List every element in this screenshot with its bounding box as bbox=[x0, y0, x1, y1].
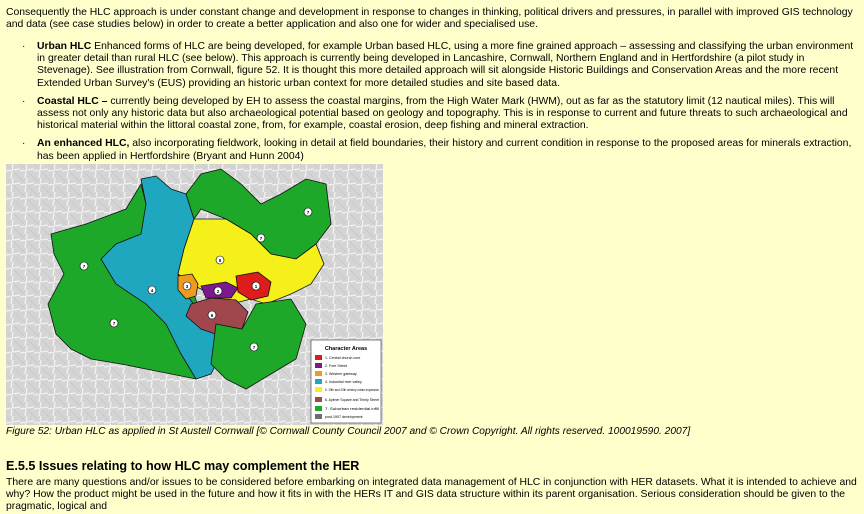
legend-label: 6. Aylmer Square and Trinity Street bbox=[325, 398, 379, 402]
bullet-text: currently being developed by EH to assess the coastal margins, from the High Water Mark (HWM), out as far as the statutory limit (12 nautical miles). This will assess not only any historic data but also archaeological potential based on geology and topography. This is in response to current and future threats to such archaeological and historical material within the littoral coastal zone, from, for example, coastal erosion, deep fishing and mineral extraction. bbox=[37, 95, 848, 132]
area-number-label: 7 bbox=[82, 264, 86, 269]
legend-label: 1. Central church core bbox=[325, 356, 361, 360]
intro-paragraph: Consequently the HLC approach is under constant change and development in response to changes in thinking, political drivers and pressures, in parallel with improved GIS technology and data (see case studies below) in order to create a better application and also one for wider and specialised use. bbox=[6, 7, 853, 31]
legend-swatch bbox=[315, 379, 322, 384]
bullet-lead: An enhanced HLC, bbox=[37, 138, 130, 150]
legend-swatch bbox=[315, 387, 322, 392]
area-number-label: 2 bbox=[216, 289, 220, 294]
bullet-text: Enhanced forms of HLC are being developed, for example Urban based HLC, using a more fine grained approach – assessing and classifying the urban environment in greater detail than rural HLC (see below). This approach is currently being developed in Lancashire, Cornwall, Northern England and in Hertfordshire (a pilot study in Stevenage). See illustration from Cornwall, figure 52. It is thought this more detailed approach will sit alongside Historic Buildings and Conservation Areas and the more recent Extended Urban Survey's (EUS) providing an historic urban context for more detailed studies and site based data. bbox=[37, 41, 854, 89]
area-number-label: 7 bbox=[306, 210, 310, 215]
figure-caption: Figure 52: Urban HLC as applied in St Austell Cornwall [© Cornwall County Council 2007 and © Crown Copyright. All rights reserved. 100019590. 2007] bbox=[6, 426, 691, 437]
area-number-label: 7 bbox=[112, 321, 116, 326]
legend-label: 2. Fore Street bbox=[325, 364, 347, 368]
area-number-label: 4 bbox=[150, 288, 154, 293]
figure-52-map bbox=[6, 164, 383, 425]
bullet-coastal-hlc bbox=[0, 96, 860, 133]
section-heading: E.5.5 Issues relating to how HLC may complement the HER bbox=[6, 459, 360, 473]
legend-label: 4. Industrial river valley bbox=[325, 380, 362, 384]
area-number-label: 5 bbox=[218, 258, 222, 263]
bullet-text: also incorporating fieldwork, looking in detail at field boundaries, their history and current condition in response to the proposed areas for minerals extraction, has been applied in Hertfordshire (Bryant and Hunn 2004) bbox=[37, 138, 852, 162]
legend-label: 5. 19th and 20th century urban expansion bbox=[325, 388, 379, 392]
area-number-label: 7 bbox=[259, 236, 263, 241]
legend-title: Character Areas bbox=[324, 346, 368, 352]
legend-label: 7. Suburban residential infill bbox=[325, 407, 380, 411]
bullet-marker: · bbox=[22, 138, 26, 150]
urban-hlc-map bbox=[6, 164, 383, 425]
bullet-marker: · bbox=[22, 41, 26, 52]
legend-swatch bbox=[315, 414, 322, 419]
legend-swatch bbox=[315, 355, 322, 360]
legend-swatch bbox=[315, 406, 322, 411]
area-number-label: 6 bbox=[210, 313, 214, 318]
area-number-label: 3 bbox=[185, 284, 189, 289]
area-number-label: 1 bbox=[254, 284, 258, 289]
bullet-enhanced-hlc bbox=[0, 138, 860, 162]
bullet-urban-hlc bbox=[0, 41, 860, 90]
legend-label: 3. Western gateway bbox=[325, 372, 357, 376]
bullet-lead: Urban HLC bbox=[37, 41, 92, 52]
area-number-label: 7 bbox=[252, 345, 256, 350]
legend-swatch bbox=[315, 397, 322, 402]
legend-swatch bbox=[315, 363, 322, 368]
body-paragraph: There are many questions and/or issues to be considered before embarking on integrated data management of HLC in conjunction with HER datasets. What it is intended to achieve and why? How the product might be used in the future and how it fits in with the HERs IT and GIS data structure within its parent organisation. Serious consideration should be given to the pragmatic, logical and bbox=[6, 477, 857, 513]
legend-label: post-1907 development bbox=[325, 415, 363, 419]
hlc-bullet-list bbox=[0, 41, 860, 169]
legend-swatch bbox=[315, 371, 322, 376]
map-legend bbox=[311, 340, 381, 423]
bullet-marker: · bbox=[22, 95, 26, 107]
bullet-lead: Coastal HLC – bbox=[37, 95, 108, 107]
